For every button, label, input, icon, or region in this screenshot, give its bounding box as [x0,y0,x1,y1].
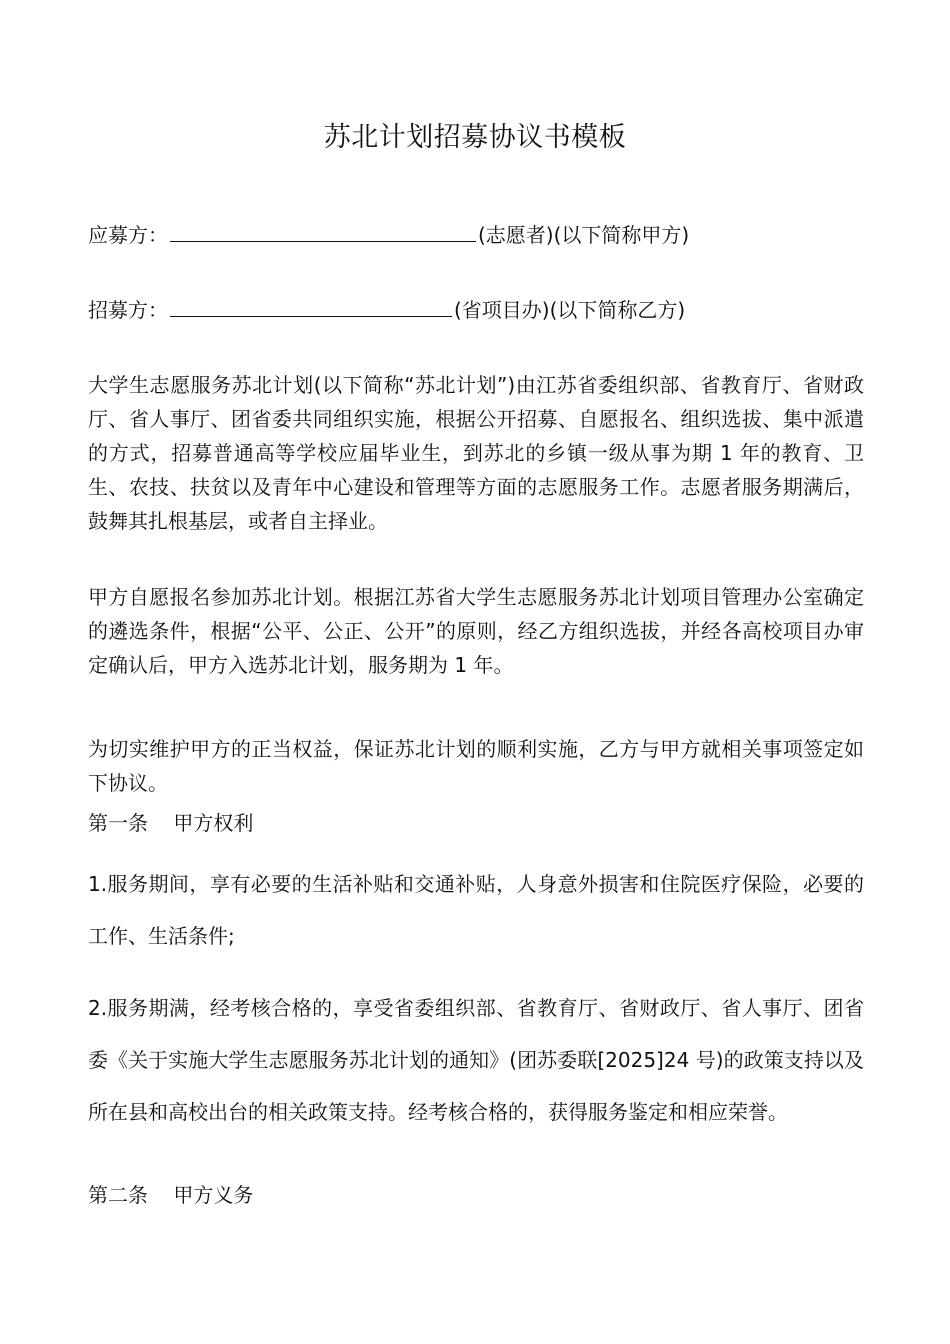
intro-paragraph: 大学生志愿服务苏北计划(以下简称“苏北计划”)由江苏省委组织部、省教育厅、省财政厅、省人事厅、团省委共同组织实施，根据公开招募、自愿报名、组织选拔、集中派遣的方式，招募普通高等学校应届毕业生，到苏北的乡镇一级从事为期 1 年的教育、卫生、农技、扶贫以及青年中心建设和管理等方面的志愿服务工作。志愿者服务期满后，鼓舞其扎根基层，或者自主择业。 [88,373,864,533]
purpose-paragraph: 为切实维护甲方的正当权益，保证苏北计划的顺利实施，乙方与甲方就相关事项签定如下协议。 [88,737,864,795]
article-1-item-2: 2.服务期满，经考核合格的，享受省委组织部、省教育厅、省财政厅、省人事厅、团省委《关于实施大学生志愿服务苏北计划的通知》(团苏委联[2025]24 号)的政策支持以及所在县和高校出台的相关政策支持。经考核合格的，获得服务鉴定和相应荣誉。 [88,996,864,1124]
recruit-party-label: 应募方： [88,223,168,247]
document-title: 苏北计划招募协议书模板 [323,122,627,153]
recruiting-party-line [88,295,685,325]
selection-paragraph: 甲方自愿报名参加苏北计划。根据江苏省大学生志愿服务苏北计划项目管理办公室确定的遴选条件，根据“公平、公正、公开”的原则，经乙方组织选拔，并经各高校项目办审定确认后，甲方入选苏北计划，服务期为 1 年。 [88,585,864,677]
article-2-heading: 第二条 甲方义务 [88,1183,254,1207]
recruiting-party-label: 招募方： [88,298,168,322]
recruit-party-blank[interactable] [170,221,476,242]
article-1-item-1: 1.服务期间，享有必要的生活补贴和交通补贴，人身意外损害和住院医疗保险，必要的工作、生活条件; [88,872,864,948]
article-1-heading: 第一条 甲方权利 [88,811,254,835]
recruit-party-suffix: (志愿者)(以下简称甲方) [478,223,690,247]
recruit-party-line [88,220,689,250]
recruiting-party-suffix: (省项目办)(以下简称乙方) [454,298,686,322]
recruiting-party-blank[interactable] [170,296,452,317]
